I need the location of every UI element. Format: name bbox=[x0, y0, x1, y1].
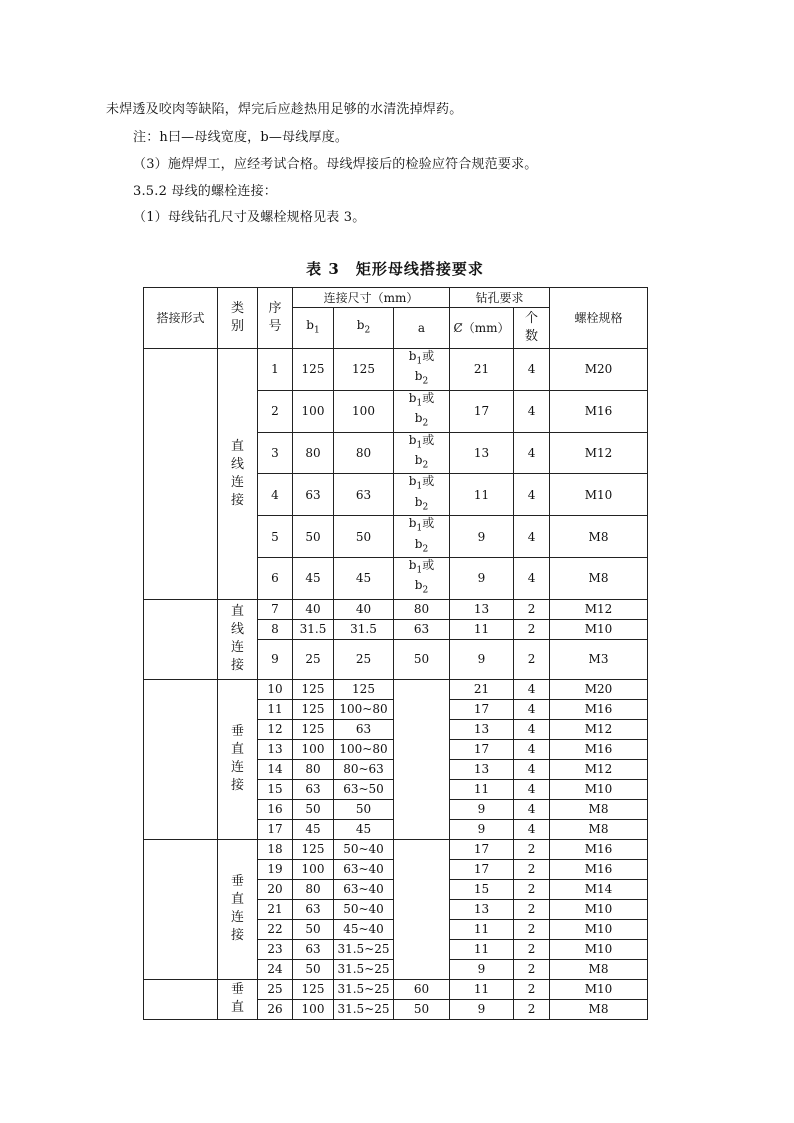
count-cell: 4 bbox=[514, 699, 550, 719]
count-cell: 4 bbox=[514, 779, 550, 799]
b1-cell: 40 bbox=[293, 599, 334, 619]
diameter-cell: 21 bbox=[450, 679, 514, 699]
b1-cell: 50 bbox=[293, 516, 334, 558]
header-category bbox=[218, 288, 258, 349]
bolt-cell: M3 bbox=[550, 639, 648, 679]
a-b2-letter: b bbox=[414, 411, 423, 426]
bolt-cell: M12 bbox=[550, 599, 648, 619]
category-text: 垂直连接 bbox=[230, 724, 244, 794]
b2-cell: 45 bbox=[334, 819, 394, 839]
b1-cell: 100 bbox=[293, 859, 334, 879]
count-cell: 2 bbox=[514, 939, 550, 959]
a-b1-letter: b bbox=[408, 432, 417, 447]
bolt-cell: M10 bbox=[550, 899, 648, 919]
header-b1 bbox=[293, 308, 334, 349]
paragraph-weld-defects: 未焊透及咬肉等缺陷，焊完后应趁热用足够的水清洗掉焊药。 bbox=[106, 102, 463, 117]
a-b1-letter: b bbox=[408, 390, 417, 405]
a-b1-letter: b bbox=[408, 474, 417, 489]
category-cell bbox=[218, 599, 258, 679]
seq-cell: 15 bbox=[258, 779, 293, 799]
b1-cell: 100 bbox=[293, 739, 334, 759]
count-cell: 2 bbox=[514, 859, 550, 879]
seq-cell: 19 bbox=[258, 859, 293, 879]
seq-cell: 16 bbox=[258, 799, 293, 819]
header-dims: 连接尺寸（mm） bbox=[293, 288, 450, 308]
diameter-cell: 13 bbox=[450, 899, 514, 919]
diameter-cell: 11 bbox=[450, 474, 514, 516]
bolt-cell: M8 bbox=[550, 516, 648, 558]
seq-cell: 4 bbox=[258, 474, 293, 516]
b2-cell: 31.5~25 bbox=[334, 939, 394, 959]
b2-cell: 100~80 bbox=[334, 699, 394, 719]
a-cell: 50 bbox=[394, 999, 450, 1019]
bolt-cell: M16 bbox=[550, 390, 648, 432]
seq-cell: 17 bbox=[258, 819, 293, 839]
a-b2-sub: 2 bbox=[422, 543, 429, 554]
b1-cell: 80 bbox=[293, 432, 334, 474]
a-b2-sub: 2 bbox=[422, 502, 429, 513]
bolt-cell: M12 bbox=[550, 432, 648, 474]
b1-cell: 125 bbox=[293, 719, 334, 739]
diameter-cell: 11 bbox=[450, 939, 514, 959]
a-cell bbox=[394, 390, 450, 432]
a-cell bbox=[394, 432, 450, 474]
count-cell: 2 bbox=[514, 899, 550, 919]
category-cell bbox=[218, 679, 258, 839]
diameter-cell: 9 bbox=[450, 516, 514, 558]
diameter-cell: 9 bbox=[450, 639, 514, 679]
busbar-lap-table bbox=[143, 287, 648, 1020]
b2-cell: 45~40 bbox=[334, 919, 394, 939]
category-text: 垂直连接 bbox=[230, 874, 244, 944]
b2-cell: 80 bbox=[334, 432, 394, 474]
a-b1-letter: b bbox=[408, 349, 417, 363]
b1-cell: 63 bbox=[293, 939, 334, 959]
b2-cell: 63~50 bbox=[334, 779, 394, 799]
diameter-cell: 13 bbox=[450, 599, 514, 619]
a-cell-merged bbox=[394, 839, 450, 979]
count-cell: 4 bbox=[514, 474, 550, 516]
bolt-cell: M8 bbox=[550, 819, 648, 839]
count-cell: 2 bbox=[514, 959, 550, 979]
seq-cell: 13 bbox=[258, 739, 293, 759]
a-b1-sub: 1 bbox=[416, 398, 423, 409]
diameter-cell: 9 bbox=[450, 799, 514, 819]
b2-cell: 80~63 bbox=[334, 759, 394, 779]
count-cell: 4 bbox=[514, 739, 550, 759]
a-cell: 50 bbox=[394, 639, 450, 679]
diameter-cell: 17 bbox=[450, 739, 514, 759]
seq-cell: 24 bbox=[258, 959, 293, 979]
b2-cell: 63 bbox=[334, 719, 394, 739]
a-b2-sub: 2 bbox=[422, 376, 429, 387]
b2-cell: 50 bbox=[334, 799, 394, 819]
a-b2-sub: 2 bbox=[422, 418, 429, 429]
a-or: 或 bbox=[422, 557, 435, 572]
header-seq-text: 序号 bbox=[268, 301, 282, 334]
diameter-cell: 13 bbox=[450, 759, 514, 779]
a-formula bbox=[409, 433, 434, 474]
count-cell: 4 bbox=[514, 349, 550, 391]
category-text: 垂直 bbox=[230, 982, 244, 1016]
diameter-cell: 11 bbox=[450, 619, 514, 639]
category-text: 直线连接 bbox=[230, 604, 244, 674]
b1-cell: 125 bbox=[293, 699, 334, 719]
bolt-cell: M8 bbox=[550, 799, 648, 819]
a-formula bbox=[409, 391, 434, 432]
paragraph-welder-qualification: （3）施焊焊工，应经考试合格。母线焊接后的检验应符合规范要求。 bbox=[133, 157, 538, 172]
a-b1-sub: 1 bbox=[416, 439, 423, 450]
a-cell: 80 bbox=[394, 599, 450, 619]
a-b1-letter: b bbox=[408, 516, 417, 531]
header-a: a bbox=[394, 308, 450, 349]
b1-cell: 50 bbox=[293, 919, 334, 939]
b2-cell: 125 bbox=[334, 349, 394, 391]
form-cell bbox=[144, 599, 218, 679]
bolt-cell: M8 bbox=[550, 999, 648, 1019]
seq-cell: 18 bbox=[258, 839, 293, 859]
header-seq bbox=[258, 288, 293, 349]
header-form: 搭接形式 bbox=[144, 288, 218, 349]
bolt-cell: M10 bbox=[550, 779, 648, 799]
count-cell: 4 bbox=[514, 557, 550, 599]
seq-cell: 6 bbox=[258, 557, 293, 599]
seq-cell: 25 bbox=[258, 979, 293, 999]
bolt-cell: M16 bbox=[550, 839, 648, 859]
a-b2-letter: b bbox=[414, 494, 423, 509]
header-row-top bbox=[144, 288, 648, 308]
header-diameter: Ȼ（mm） bbox=[450, 308, 514, 349]
a-b1-sub: 1 bbox=[416, 565, 423, 576]
bolt-cell: M12 bbox=[550, 719, 648, 739]
b2-cell: 31.5~25 bbox=[334, 959, 394, 979]
bolt-cell: M10 bbox=[550, 979, 648, 999]
seq-cell: 8 bbox=[258, 619, 293, 639]
b1-cell: 45 bbox=[293, 819, 334, 839]
b1-cell: 45 bbox=[293, 557, 334, 599]
a-formula bbox=[409, 558, 434, 599]
header-b1-letter: b bbox=[306, 318, 314, 333]
seq-cell: 20 bbox=[258, 879, 293, 899]
diameter-cell: 11 bbox=[450, 919, 514, 939]
count-cell: 2 bbox=[514, 839, 550, 859]
b1-cell: 63 bbox=[293, 779, 334, 799]
count-cell: 2 bbox=[514, 879, 550, 899]
a-cell bbox=[394, 516, 450, 558]
seq-cell: 21 bbox=[258, 899, 293, 919]
a-formula bbox=[409, 349, 434, 390]
bolt-cell: M10 bbox=[550, 939, 648, 959]
a-formula bbox=[409, 516, 434, 557]
b2-cell: 40 bbox=[334, 599, 394, 619]
b1-cell: 125 bbox=[293, 979, 334, 999]
header-count bbox=[514, 308, 550, 349]
diameter-cell: 11 bbox=[450, 779, 514, 799]
b2-cell: 50~40 bbox=[334, 839, 394, 859]
a-b1-sub: 1 bbox=[416, 356, 423, 367]
b1-cell: 100 bbox=[293, 390, 334, 432]
count-cell: 4 bbox=[514, 516, 550, 558]
seq-cell: 22 bbox=[258, 919, 293, 939]
bolt-cell: M16 bbox=[550, 739, 648, 759]
a-b1-letter: b bbox=[408, 557, 417, 572]
a-cell: 63 bbox=[394, 619, 450, 639]
b2-cell: 100~80 bbox=[334, 739, 394, 759]
b2-cell: 31.5~25 bbox=[334, 999, 394, 1019]
bolt-cell: M10 bbox=[550, 474, 648, 516]
a-cell bbox=[394, 557, 450, 599]
table-row bbox=[144, 979, 648, 999]
b1-cell: 80 bbox=[293, 879, 334, 899]
table-caption: 表 3 矩形母线搭接要求 bbox=[306, 260, 484, 278]
diameter-cell: 21 bbox=[450, 349, 514, 391]
category-cell bbox=[218, 979, 258, 1019]
b1-cell: 125 bbox=[293, 679, 334, 699]
a-b2-letter: b bbox=[414, 452, 423, 467]
a-cell: 60 bbox=[394, 979, 450, 999]
seq-cell: 9 bbox=[258, 639, 293, 679]
a-b2-letter: b bbox=[414, 369, 423, 384]
b2-cell: 100 bbox=[334, 390, 394, 432]
count-cell: 4 bbox=[514, 679, 550, 699]
header-bolt: 螺栓规格 bbox=[550, 288, 648, 349]
seq-cell: 23 bbox=[258, 939, 293, 959]
count-cell: 4 bbox=[514, 819, 550, 839]
count-cell: 4 bbox=[514, 390, 550, 432]
bolt-cell: M10 bbox=[550, 919, 648, 939]
a-cell bbox=[394, 349, 450, 391]
seq-cell: 26 bbox=[258, 999, 293, 1019]
b1-cell: 63 bbox=[293, 474, 334, 516]
category-cell bbox=[218, 349, 258, 600]
b2-cell: 31.5~25 bbox=[334, 979, 394, 999]
bolt-cell: M20 bbox=[550, 679, 648, 699]
count-cell: 4 bbox=[514, 759, 550, 779]
bolt-cell: M10 bbox=[550, 619, 648, 639]
b2-cell: 45 bbox=[334, 557, 394, 599]
diameter-cell: 17 bbox=[450, 699, 514, 719]
header-category-text: 类别 bbox=[230, 301, 244, 334]
b1-cell: 31.5 bbox=[293, 619, 334, 639]
diameter-cell: 9 bbox=[450, 819, 514, 839]
header-count-text: 个数 bbox=[524, 311, 538, 344]
count-cell: 4 bbox=[514, 432, 550, 474]
paragraph-note: 注：h曰—母线宽度，b—母线厚度。 bbox=[133, 130, 349, 145]
diameter-cell: 17 bbox=[450, 839, 514, 859]
count-cell: 2 bbox=[514, 979, 550, 999]
a-b2-sub: 2 bbox=[422, 460, 429, 471]
section-heading-bolt-connection: 3.5.2 母线的螺栓连接： bbox=[133, 184, 278, 199]
form-cell bbox=[144, 349, 218, 600]
diameter-cell: 15 bbox=[450, 879, 514, 899]
table-row bbox=[144, 349, 648, 391]
table-row bbox=[144, 839, 648, 859]
a-cell bbox=[394, 474, 450, 516]
diameter-cell: 17 bbox=[450, 390, 514, 432]
b1-cell: 125 bbox=[293, 839, 334, 859]
bolt-cell: M8 bbox=[550, 959, 648, 979]
seq-cell: 5 bbox=[258, 516, 293, 558]
header-b2-letter: b bbox=[356, 318, 365, 333]
a-formula bbox=[409, 474, 434, 515]
bolt-cell: M8 bbox=[550, 557, 648, 599]
diameter-cell: 17 bbox=[450, 859, 514, 879]
b2-cell: 125 bbox=[334, 679, 394, 699]
b1-cell: 80 bbox=[293, 759, 334, 779]
a-b2-sub: 2 bbox=[422, 585, 429, 596]
diameter-cell: 11 bbox=[450, 979, 514, 999]
seq-cell: 12 bbox=[258, 719, 293, 739]
header-b2-sub: 2 bbox=[364, 325, 371, 336]
b1-cell: 125 bbox=[293, 349, 334, 391]
bolt-cell: M16 bbox=[550, 699, 648, 719]
b2-cell: 25 bbox=[334, 639, 394, 679]
a-or: 或 bbox=[422, 432, 435, 447]
a-b1-sub: 1 bbox=[416, 523, 423, 534]
a-or: 或 bbox=[422, 349, 435, 363]
paragraph-table-reference: （1）母线钻孔尺寸及螺栓规格见表 3。 bbox=[133, 210, 366, 225]
bolt-cell: M14 bbox=[550, 879, 648, 899]
form-cell bbox=[144, 839, 218, 979]
b1-cell: 50 bbox=[293, 799, 334, 819]
seq-cell: 2 bbox=[258, 390, 293, 432]
b1-cell: 50 bbox=[293, 959, 334, 979]
count-cell: 2 bbox=[514, 599, 550, 619]
form-cell bbox=[144, 979, 218, 1019]
bolt-cell: M20 bbox=[550, 349, 648, 391]
count-cell: 2 bbox=[514, 919, 550, 939]
diameter-cell: 13 bbox=[450, 719, 514, 739]
count-cell: 2 bbox=[514, 639, 550, 679]
header-b1-sub: 1 bbox=[313, 325, 320, 336]
diameter-cell: 9 bbox=[450, 959, 514, 979]
b2-cell: 50 bbox=[334, 516, 394, 558]
diameter-cell: 13 bbox=[450, 432, 514, 474]
diameter-cell: 9 bbox=[450, 999, 514, 1019]
category-cell bbox=[218, 839, 258, 979]
b2-cell: 31.5 bbox=[334, 619, 394, 639]
a-or: 或 bbox=[422, 516, 435, 531]
bolt-cell: M12 bbox=[550, 759, 648, 779]
bolt-cell: M16 bbox=[550, 859, 648, 879]
seq-cell: 1 bbox=[258, 349, 293, 391]
seq-cell: 11 bbox=[258, 699, 293, 719]
b1-cell: 25 bbox=[293, 639, 334, 679]
header-b2 bbox=[334, 308, 394, 349]
seq-cell: 14 bbox=[258, 759, 293, 779]
a-b2-letter: b bbox=[414, 578, 423, 593]
a-b2-letter: b bbox=[414, 536, 423, 551]
count-cell: 4 bbox=[514, 799, 550, 819]
b2-cell: 63 bbox=[334, 474, 394, 516]
b2-cell: 50~40 bbox=[334, 899, 394, 919]
seq-cell: 7 bbox=[258, 599, 293, 619]
a-or: 或 bbox=[422, 390, 435, 405]
category-text: 直线连接 bbox=[230, 438, 244, 508]
header-drill: 钻孔要求 bbox=[450, 288, 550, 308]
a-cell-merged bbox=[394, 679, 450, 839]
a-b1-sub: 1 bbox=[416, 481, 423, 492]
diameter-cell: 9 bbox=[450, 557, 514, 599]
b2-cell: 63~40 bbox=[334, 879, 394, 899]
a-or: 或 bbox=[422, 474, 435, 489]
b1-cell: 100 bbox=[293, 999, 334, 1019]
seq-cell: 3 bbox=[258, 432, 293, 474]
b2-cell: 63~40 bbox=[334, 859, 394, 879]
count-cell: 2 bbox=[514, 999, 550, 1019]
count-cell: 2 bbox=[514, 619, 550, 639]
form-cell bbox=[144, 679, 218, 839]
b1-cell: 63 bbox=[293, 899, 334, 919]
seq-cell: 10 bbox=[258, 679, 293, 699]
table-row bbox=[144, 679, 648, 699]
count-cell: 4 bbox=[514, 719, 550, 739]
table-row bbox=[144, 599, 648, 619]
